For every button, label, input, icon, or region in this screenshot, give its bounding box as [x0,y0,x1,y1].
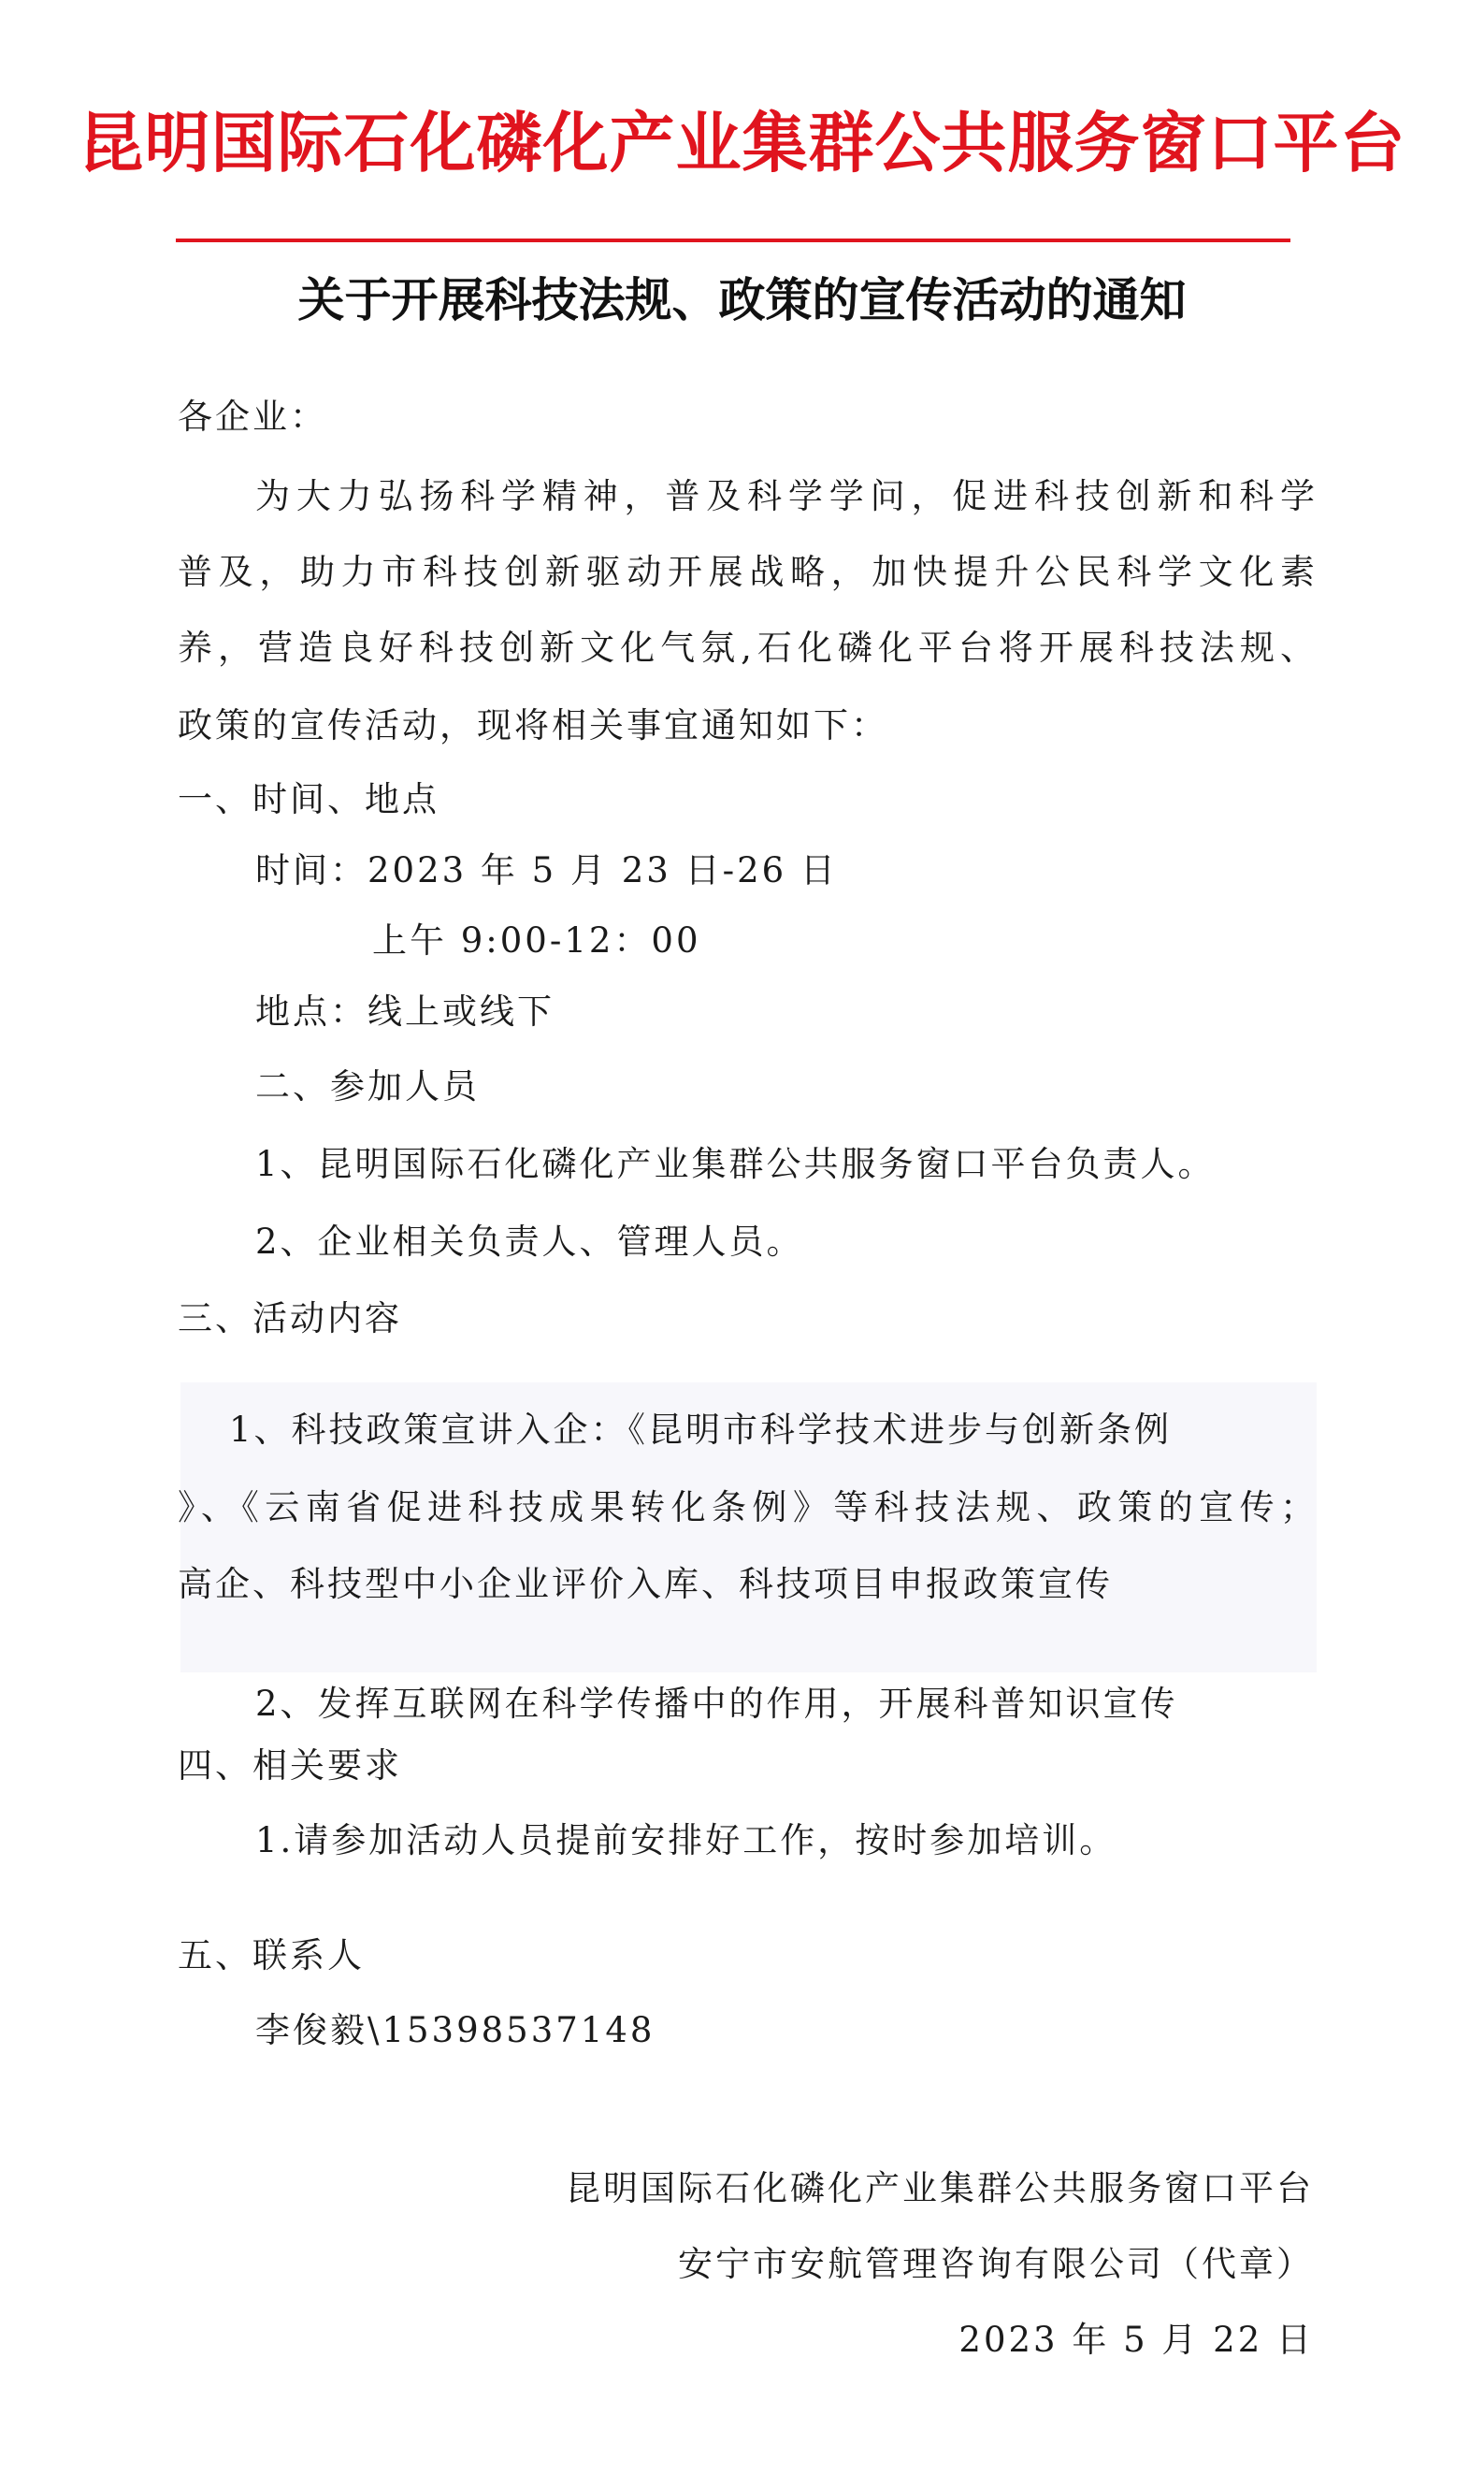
section-4-item-1: 1.请参加活动人员提前安排好工作，按时参加培训。 [255,1820,1117,1860]
section-1-time: 时间：2023 年 5 月 23 日-26 日 [255,850,838,890]
section-3-item-2: 2、发挥互联网在科学传播中的作用，开展科普知识宣传 [255,1684,1178,1724]
section-1-time-2: 上午 9:00-12：00 [372,920,701,961]
section-2-item-2: 2、企业相关负责人、管理人员。 [255,1222,804,1262]
section-2-item-1: 1、昆明国际石化磷化产业集群公共服务窗口平台负责人。 [255,1144,1216,1184]
section-3-item-1-line-1: 1、科技政策宣讲入企：《昆明市科学技术进步与创新条例 [229,1410,1173,1450]
signature-org-2: 安宁市安航管理咨询有限公司（代章） [678,2244,1314,2284]
intro-line-3: 养，营造良好科技创新文化气氛,石化磷化平台将开展科技法规、 [178,628,1318,668]
notice-title: 关于开展科技法规、政策的宣传活动的通知 [297,272,1187,327]
section-5-heading: 五、联系人 [178,1935,365,1975]
intro-line-1: 为大力弘扬科学精神，普及科学学问，促进科技创新和科学 [255,476,1318,516]
section-3-item-1-line-3: 高企、科技型中小企业评价入库、科技项目申报政策宣传 [178,1564,1113,1604]
signature-org-1: 昆明国际石化磷化产业集群公共服务窗口平台 [566,2168,1314,2208]
contact-info: 李俊毅\15398537148 [255,2010,656,2050]
signature-date: 2023 年 5 月 22 日 [958,2320,1314,2360]
section-2-heading: 二、参加人员 [255,1066,480,1107]
intro-line-4: 政策的宣传活动，现将相关事宜通知如下： [178,705,888,745]
section-1-place: 地点：线上或线下 [255,991,555,1032]
letterhead-rule [176,239,1290,242]
section-4-heading: 四、相关要求 [178,1745,402,1786]
intro-line-2: 普及，助力市科技创新驱动开展战略，加快提升公民科学文化素 [178,552,1318,592]
section-3-heading: 三、活动内容 [178,1298,402,1338]
salutation: 各企业： [178,397,327,437]
letterhead-title: 昆明国际石化磷化产业集群公共服务窗口平台 [78,105,1406,181]
section-1-heading: 一、时间、地点 [178,779,439,819]
section-3-item-1-line-2: 》、《云南省促进科技成果转化条例》等科技法规、政策的宣传； [178,1487,1318,1527]
